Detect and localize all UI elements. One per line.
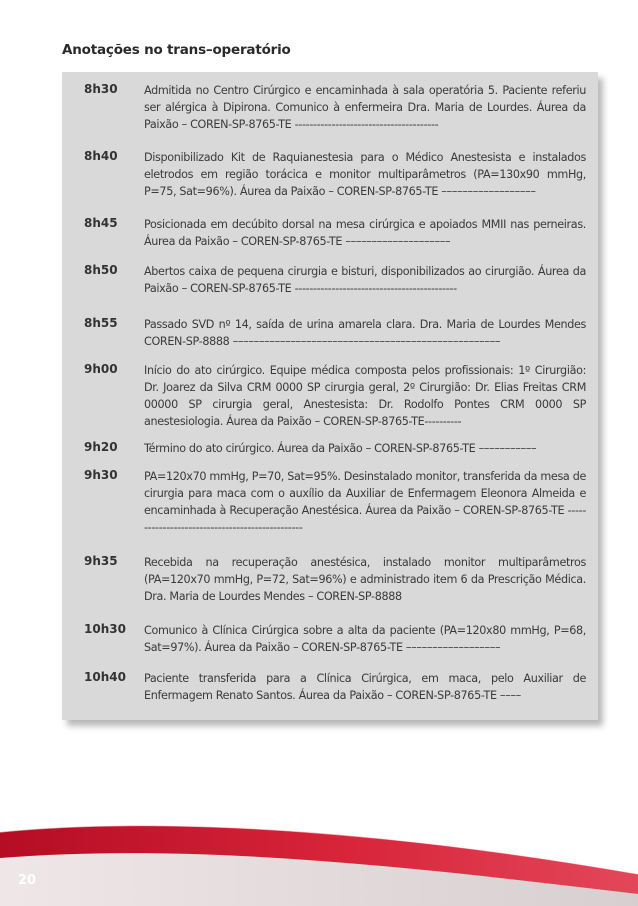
entry-time: 9h30	[84, 468, 118, 482]
entry-text: Admitida no Centro Cirúrgico e encaminhada à sala operatória 5. Paciente referiu ser alérgica à Dipirona. Comunico à enfermeira Dra. Maria de Lourdes. Áurea da Paixão – COREN-SP-8765-TE ---------------------------------------	[144, 84, 586, 131]
page-title: Anotações no trans–operatório	[62, 42, 291, 58]
footer-decoration	[0, 796, 638, 906]
footer-swoosh	[0, 796, 638, 906]
entry-time: 8h55	[84, 316, 118, 330]
page-number: 20	[18, 873, 37, 888]
entry-time: 8h45	[84, 216, 118, 230]
entry-time: 8h50	[84, 263, 118, 277]
entry-time: 10h30	[84, 622, 126, 636]
entry-time: 8h30	[84, 82, 118, 96]
entry-text: Passado SVD nº 14, saída de urina amarela clara. Dra. Maria de Lourdes Mendes COREN-SP-8888 –––––––––––––––––––––––––––––––––––––––––––––––––––	[144, 318, 586, 348]
entry-time: 10h40	[84, 670, 126, 684]
entry-text: Posicionada em decúbito dorsal na mesa cirúrgica e apoiados MMII nas perneiras. Áurea da Paixão – COREN-SP-8765-TE ––––––––––––––––––––	[144, 218, 586, 248]
entry-text: Comunico à Clínica Cirúrgica sobre a alta da paciente (PA=120x80 mmHg, P=68, Sat=97%). Áurea da Paixão – COREN-SP-8765-TE ––––––––––––––––––	[144, 624, 586, 654]
entry-text: Recebida na recuperação anestésica, instalado monitor multiparâmetros (PA=120x70 mmHg, P=72, Sat=96%) e administrado item 6 da Prescrição Médica. Dra. Maria de Lourdes Mendes – COREN-SP-8888	[144, 556, 586, 603]
entry-text: Abertos caixa de pequena cirurgia e bisturi, disponibilizados ao cirurgião. Áurea da Paixão – COREN-SP-8765-TE --------------------------------------------	[144, 265, 586, 295]
entry-text: PA=120x70 mmHg, P=70, Sat=95%. Desinstalado monitor, transferida da mesa de cirurgia para maca com o auxílio da Auxiliar de Enfermagem Eleonora Almeida e encaminhada à Recuperação Anestésica. Áurea da Paixão – COREN-SP-8765-TE ------------------------------------------------	[144, 470, 586, 534]
entry-time: 9h20	[84, 440, 118, 454]
entry-text: Disponibilizado Kit de Raquianestesia para o Médico Anestesista e instalados eletrodos em região torácica e monitor multiparâmetros (PA=130x90 mmHg, P=75, Sat=96%). Áurea da Paixão – COREN-SP-8765-TE ––––––––––––––––––	[144, 151, 586, 198]
entry-time: 8h40	[84, 149, 118, 163]
annotations-box	[62, 72, 598, 720]
entry-text: Término do ato cirúrgico. Áurea da Paixão – COREN-SP-8765-TE –––––––––––	[144, 442, 537, 455]
entry-time: 9h00	[84, 362, 118, 376]
entry-text: Início do ato cirúrgico. Equipe médica composta pelos profissionais: 1º Cirurgião: Dr. Joarez da Silva CRM 0000 SP cirurgia geral, 2º Cirurgião: Dr. Elias Freitas CRM 00000 SP cirurgia geral, Anestesista: Dr. Rodolfo Pontes CRM 0000 SP anestesiologia. Áurea da Paixão – COREN-SP-8765-TE----------	[144, 364, 586, 428]
entry-time: 9h35	[84, 554, 118, 568]
entry-text: Paciente transferida para a Clínica Cirúrgica, em maca, pelo Auxiliar de Enfermagem Renato Santos. Áurea da Paixão – COREN-SP-8765-TE ––––	[144, 672, 586, 702]
